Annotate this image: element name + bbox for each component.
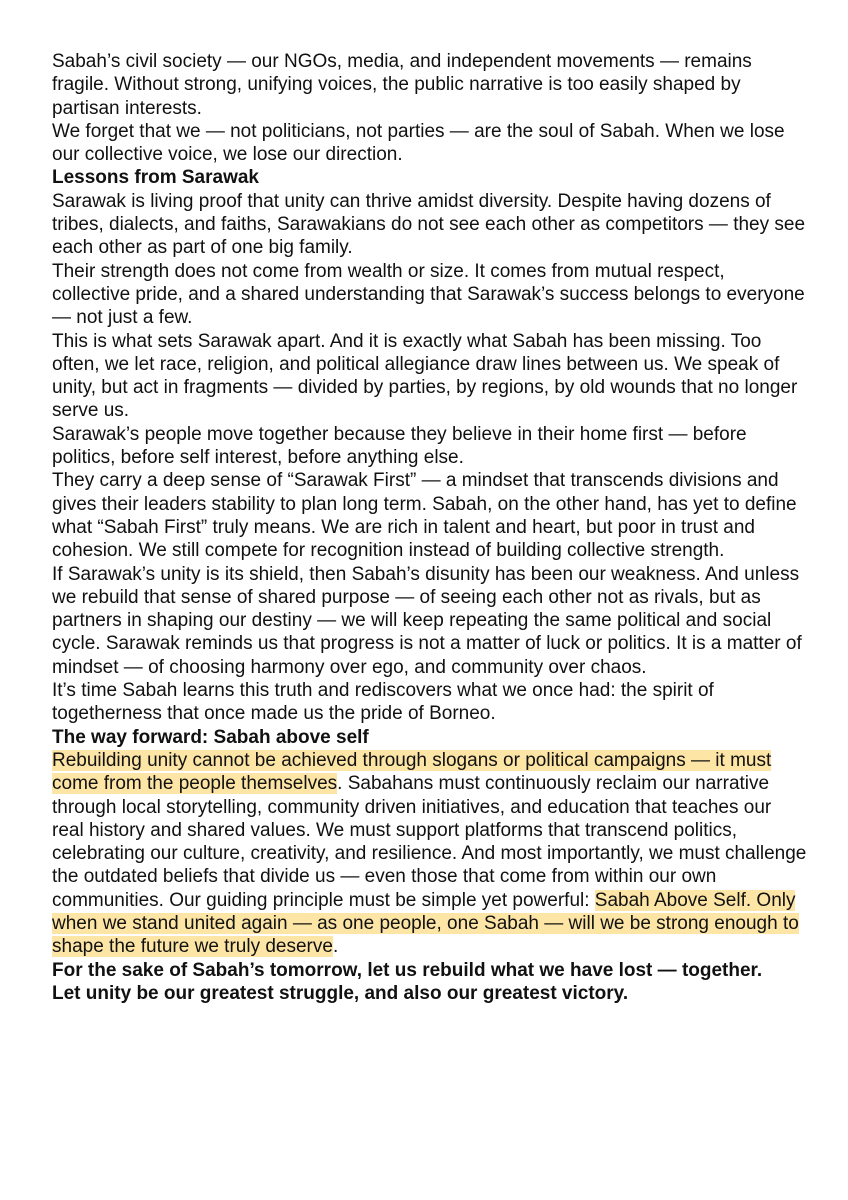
highlighted-text: Rebuilding unity cannot be achieved through slogans or political campaigns — it must come from the people themselves: [52, 749, 772, 795]
paragraph-sets-apart: This is what sets Sarawak apart. And it is exactly what Sabah has been missing. Too often, we let race, religion, and political allegiance draw lines between us. We speak of unity, but act in fragments — divided by parties, by regions, by old wounds that no longer serve us.: [52, 330, 798, 422]
paragraph-unity-diversity: Sarawak is living proof that unity can thrive amidst diversity. Despite having dozens of tribes, dialects, and faiths, Sarawakians do not see each other as competitors — they see each other as part of one big family.: [52, 190, 806, 259]
paragraph-shield: If Sarawak’s unity is its shield, then Sabah’s disunity has been our weakness. And unless we rebuild that sense of shared purpose — of seeing each other not as rivals, but as partners in shaping our destiny — we will keep repeating the same political and social cycle. Sarawak reminds us that progress is not a matter of luck or politics. It is a matter of mindset — of choosing harmony over ego, and community over chaos.: [52, 563, 802, 678]
paragraph-civil-society: Sabah’s civil society — our NGOs, media, and independent movements — remains fragile. Without strong, unifying voices, the public narrative is too easily shaped by partisan interests.: [52, 51, 752, 119]
body-text: . Sabahans must continuously reclaim our narrative through local storytelling, community driven initiatives, and education that teaches our real history and shared values. We must support platforms that transcend politics, celebrating our culture, creativity, and resilience. And most importantly, we must challenge the outdated beliefs that divide us — even those that come from within our own communities. Our guiding principle must be simple yet powerful:: [52, 773, 807, 911]
closing-statement: Let unity be our greatest struggle, and also our greatest victory.: [52, 982, 629, 1004]
paragraph-strength: Their strength does not come from wealth or size. It comes from mutual respect, collective pride, and a shared understanding that Sarawak’s success belongs to everyone — not just a few.: [52, 260, 805, 329]
paragraph-rebuilding-unity: [52, 749, 808, 959]
paragraph-time-to-learn: It’s time Sabah learns this truth and rediscovers what we once had: the spirit of togetherness that once made us the pride of Borneo.: [52, 680, 714, 725]
highlighted-text: Sabah Above Self. Only when we stand united again — as one people, one Sabah — will we be strong enough to shape the future we truly deserve: [52, 889, 799, 958]
paragraph-collective-voice: We forget that we — not politicians, not parties — are the soul of Sabah. When we lose our collective voice, we lose our direction.: [52, 120, 785, 166]
paragraph-move-together: Sarawak’s people move together because they believe in their home first — before politics, before self interest, before anything else.: [52, 423, 747, 469]
paragraph-sarawak-first: They carry a deep sense of “Sarawak First” — a mindset that transcends divisions and gives their leaders stability to plan long term. Sabah, on the other hand, has yet to define what “Sabah First” truly means. We are rich in talent and heart, but poor in trust and cohesion. We still compete for recognition instead of building collective strength.: [52, 470, 797, 562]
section-heading-lessons: Lessons from Sarawak: [52, 167, 259, 189]
section-heading-way-forward: The way forward: Sabah above self: [52, 726, 369, 748]
body-text: .: [332, 936, 339, 958]
closing-statement: For the sake of Sabah’s tomorrow, let us rebuild what we have lost — together.: [52, 959, 763, 981]
